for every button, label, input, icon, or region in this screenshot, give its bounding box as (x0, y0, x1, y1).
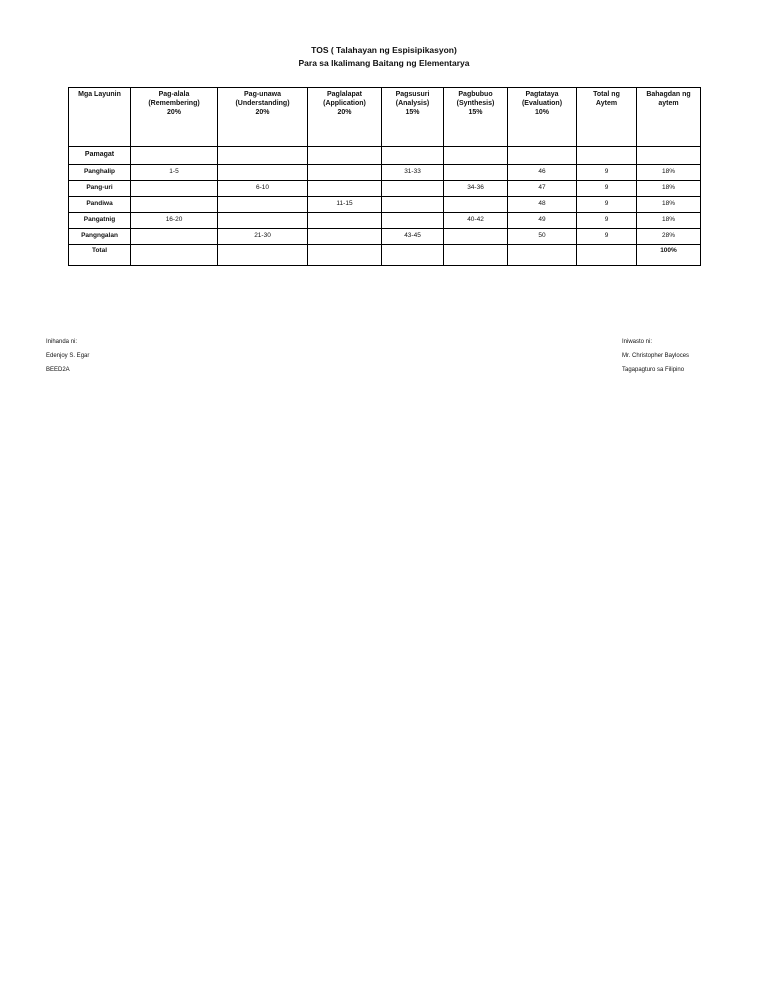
table-cell: 48 (508, 197, 577, 213)
table-cell: 9 (577, 213, 637, 229)
table-cell (218, 147, 308, 165)
table-cell: 18% (637, 165, 701, 181)
checked-by-name: Mr. Christopher Bayloces (622, 353, 690, 359)
table-cell (218, 197, 308, 213)
table-row (69, 165, 701, 181)
table-cell (577, 245, 637, 266)
table-cell (308, 181, 382, 197)
row-label: Pangatnig (69, 213, 131, 229)
table-cell (308, 165, 382, 181)
column-header: Pag-alala (Remembering) 20% (131, 88, 218, 147)
table-cell (508, 147, 577, 165)
table-cell (218, 165, 308, 181)
table-cell (444, 229, 508, 245)
column-header: Paglalapat (Application) 20% (308, 88, 382, 147)
table-cell: 18% (637, 213, 701, 229)
table-cell (218, 245, 308, 266)
table-cell: 16-20 (131, 213, 218, 229)
table-cell: 11-15 (308, 197, 382, 213)
table-cell (577, 147, 637, 165)
table-cell: 46 (508, 165, 577, 181)
row-label: Pang-uri (69, 181, 131, 197)
table-cell: 9 (577, 165, 637, 181)
table-row-total (69, 245, 701, 266)
table-cell (218, 213, 308, 229)
column-header: Total ng Aytem (577, 88, 637, 147)
prepared-by-label: Inihanda ni: (46, 339, 78, 345)
table-cell: 9 (577, 197, 637, 213)
table-header-row (69, 88, 701, 147)
table-cell: 9 (577, 181, 637, 197)
title-line-2: Para sa Ikalimang Baitang ng Elementarya (298, 58, 470, 68)
table-cell: 50 (508, 229, 577, 245)
table-cell (444, 197, 508, 213)
table-cell (131, 147, 218, 165)
row-label: Total (69, 245, 131, 266)
column-header: Pagbubuo (Synthesis) 15% (444, 88, 508, 147)
table-cell (637, 147, 701, 165)
document-title (0, 44, 768, 70)
table-row (69, 229, 701, 245)
table-cell: 31-33 (382, 165, 444, 181)
table-cell: 49 (508, 213, 577, 229)
table-cell: 40-42 (444, 213, 508, 229)
table-cell: 43-45 (382, 229, 444, 245)
table-cell (382, 181, 444, 197)
table-cell (308, 147, 382, 165)
table-cell: 21-30 (218, 229, 308, 245)
table-cell: 47 (508, 181, 577, 197)
prepared-by-block (46, 335, 89, 377)
table-cell (444, 245, 508, 266)
title-line-1: TOS ( Talahayan ng Espisipikasyon) (311, 45, 457, 55)
table-cell: 28% (637, 229, 701, 245)
table-cell (131, 181, 218, 197)
prepared-by-role: BEED2A (46, 367, 70, 373)
table-cell (382, 147, 444, 165)
table-row (69, 197, 701, 213)
row-label: Panghalip (69, 165, 131, 181)
column-header: Mga Layunin (69, 88, 131, 147)
table-cell (131, 245, 218, 266)
table-cell (131, 197, 218, 213)
table-cell (382, 197, 444, 213)
row-label: Pamagat (69, 147, 131, 165)
table-cell (444, 165, 508, 181)
column-header: Pagtataya (Evaluation) 10% (508, 88, 577, 147)
table-cell (382, 213, 444, 229)
checked-by-role: Tagapagturo sa Filipino (622, 367, 685, 373)
table-cell: 34-36 (444, 181, 508, 197)
table-row (69, 181, 701, 197)
checked-by-label: Iniwasto ni: (622, 339, 653, 345)
table-cell (308, 213, 382, 229)
column-header: Bahagdan ng aytem (637, 88, 701, 147)
prepared-by-name: Edenjoy S. Egar (46, 353, 90, 359)
table-cell (444, 147, 508, 165)
table-cell (382, 245, 444, 266)
table-cell (508, 245, 577, 266)
table-row (69, 147, 701, 165)
table-cell (131, 229, 218, 245)
column-header: Pag-unawa (Understanding) 20% (218, 88, 308, 147)
row-label: Pangngalan (69, 229, 131, 245)
table-cell: 18% (637, 197, 701, 213)
row-label: Pandiwa (69, 197, 131, 213)
table-cell: 100% (637, 245, 701, 266)
checked-by-block (622, 335, 689, 377)
table-cell: 9 (577, 229, 637, 245)
column-header: Pagsusuri (Analysis) 15% (382, 88, 444, 147)
table-cell: 6-10 (218, 181, 308, 197)
table-cell: 1-5 (131, 165, 218, 181)
table-cell: 18% (637, 181, 701, 197)
table-cell (308, 245, 382, 266)
table-row (69, 213, 701, 229)
tos-table (68, 87, 701, 266)
table-cell (308, 229, 382, 245)
